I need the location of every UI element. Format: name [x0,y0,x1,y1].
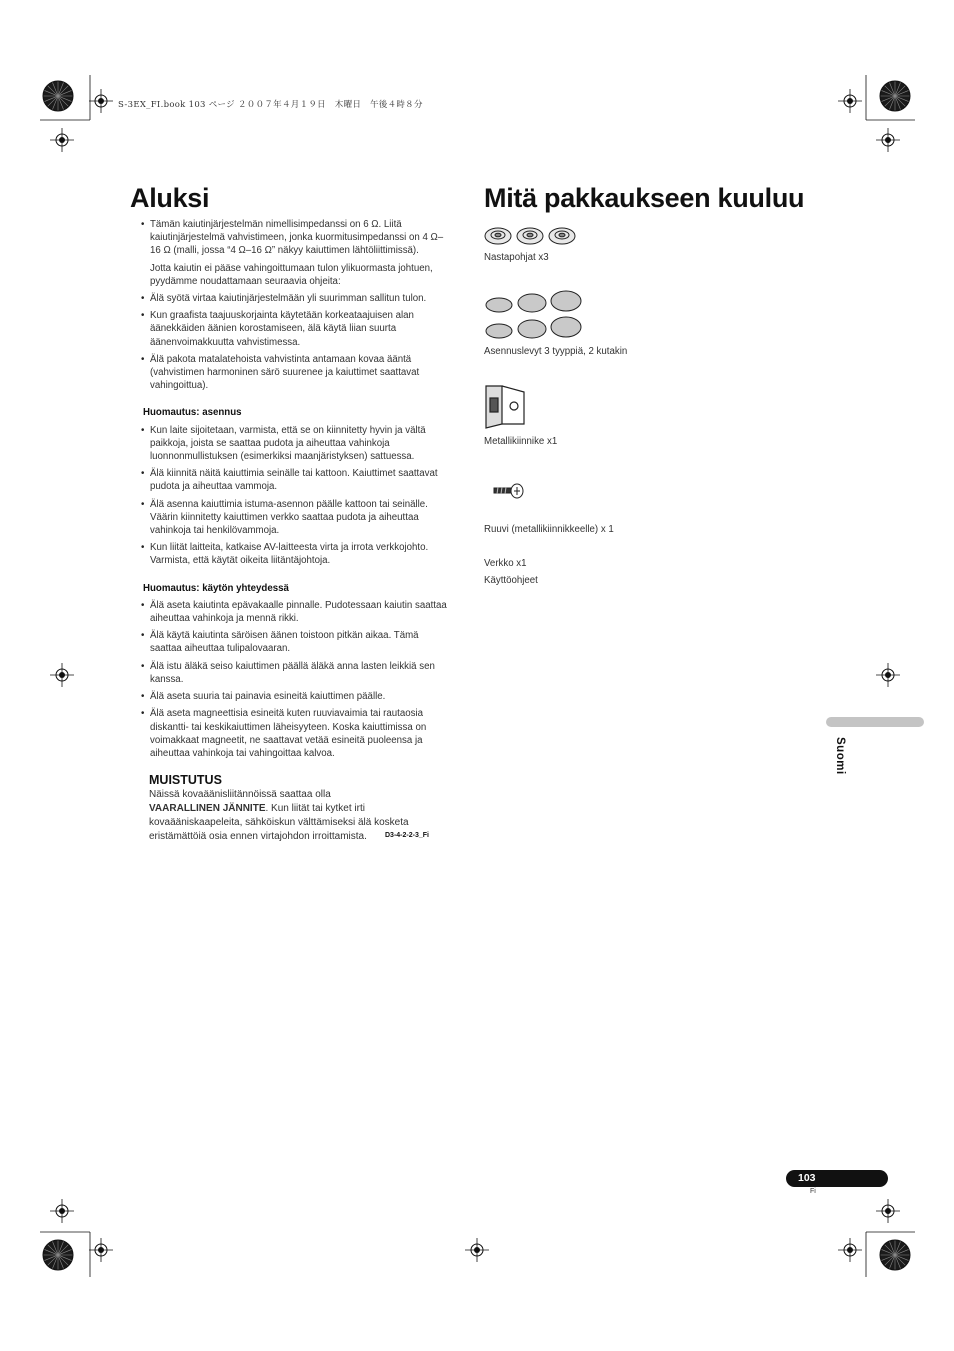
item-label: Nastapohjat x3 [484,252,549,263]
list-item: • Älä käytä kaiutinta säröisen äänen toistoon pitkän aikaa. Tämä saattaa aiheuttaa tulipalovaaran. [137,629,447,655]
list-item: • Kun laite sijoitetaan, varmista, että se on kiinnitetty hyvin ja vältä paikkoja, joista se saattaa pudota ja aiheuttaa vahinkoja luonnonmullistuksen (esimerkiksi maanjäristyksen) sattuessa. [137,424,447,464]
item-label: Ruuvi (metallikiinnikkeelle) x 1 [484,524,614,535]
item-label: Verkko x1 [484,558,527,569]
list-item: • Älä aseta magneettisia esineitä kuten ruuviavaimia tai rautaosia diskantti- tai keskikaiuttimen läheisyyteen. Koska kaiuttimissa on voimakkaat magneetit, ne saattavat vetää esineitä puoleensa ja aiheuttaa vahinkoja tai vahingoittaa kalvoa. [137,707,447,760]
muistutus-heading: MUISTUTUS [149,773,222,788]
warning-bold-text: VAARALLINEN JÄNNITE [149,803,266,815]
item-label: Metallikiinnike x1 [484,436,558,447]
metal-bracket-icon [484,384,528,430]
language-tab-label: Suomi [834,737,846,775]
list-item: • Älä syötä virtaa kaiutinjärjestelmään yli suurimman sallitun tulon. [137,292,447,305]
spike-base-icon [484,225,584,247]
list-item: • Älä istu äläkä seiso kaiuttimen päällä äläkä anna lasten leikkiä sen kanssa. [137,660,447,686]
mounting-plate-icon [484,290,584,340]
item-label: Käyttöohjeet [484,575,538,586]
install-heading: Huomautus: asennus [143,407,242,419]
list-item: • Älä pakota matalatehoista vahvistinta antamaan kovaa ääntä (vahvistimen harmoninen särö suurenee ja kaiuttimet saattavat vahingoittua). [137,353,447,393]
usage-list [137,599,447,760]
screw-icon [492,481,526,501]
list-item: • Älä aseta kaiutinta epävakaalle pinnalle. Pudotessaan kaiutin saattaa aiheuttaa vahinkoja ja mennä rikki. [137,599,447,625]
list-item: • Tämän kaiutinjärjestelmän nimellisimpedanssi on 6 Ω. Liitä kaiutinjärjestelmä vahvistimeen, jonka kuormitusimpedanssi on 4 Ω–16 Ω (malli, jossa “4 Ω–16 Ω” näkyy kaiuttimen lähtöliittimissä). [137,218,447,258]
page-language: Fi [810,1188,816,1195]
language-tab-bar [826,717,924,727]
section-title-aluksi: Aluksi [130,183,210,213]
list-item: • Älä kiinnitä näitä kaiuttimia seinälle tai kattoon. Kaiuttimet saattavat pudota ja aiheuttaa vammoja. [137,467,447,493]
item-label: Asennuslevyt 3 tyyppiä, 2 kutakin [484,346,628,357]
intro-paragraph: Jotta kaiutin ei pääse vahingoittumaan tulon ylikuormasta johtuen, pyydämme noudattamaan seuraavia ohjeita: [150,262,433,287]
aluksi-content [137,218,447,844]
rules-list [137,292,447,392]
intro-list [137,218,447,258]
install-list [137,424,447,568]
section-title-contents: Mitä pakkaukseen kuuluu [484,183,805,213]
document-code: D3-4-2-2-3_Fi [385,832,429,840]
print-header: S-3EX_FI.book 103 ページ ２００７年４月１９日 木曜日 午後４時８分 [118,100,423,110]
list-item: • Kun liität laitteita, katkaise AV-laitteesta virta ja irrota verkkojohto. Varmista, että käytät oikeita liitäntäjohtoja. [137,541,447,567]
list-item: • Älä aseta suuria tai painavia esineitä kaiuttimen päälle. [137,690,447,703]
muistutus-text: Näissä kovaäänisliitännöissä saattaa olla VAARALLINEN JÄNNITE. Kun liität tai kytket irti kovaääniskaapeleita, sähköiskun välttämiseksi älä kosketa eristämättöiä osia ennen virtajohdon irroittamista. [149,789,409,843]
muistutus-box [137,774,447,844]
page-number: 103 [786,1170,888,1187]
list-item: • Kun graafista taajuuskorjainta käytetään korkeataajuisen alan äänekkäiden äänien korostamiseen, älä käytä liian suurta äänenvoimakkuutta vahvistimessa. [137,309,447,349]
usage-heading: Huomautus: käytön yhteydessä [143,582,289,594]
list-item: • Älä asenna kaiuttimia istuma-asennon päälle kattoon tai seinälle. Väärin kiinnitetty kaiuttimen verkko saattaa pudota ja aiheuttaa vahinkoja tai henkilövammoja. [137,498,447,538]
